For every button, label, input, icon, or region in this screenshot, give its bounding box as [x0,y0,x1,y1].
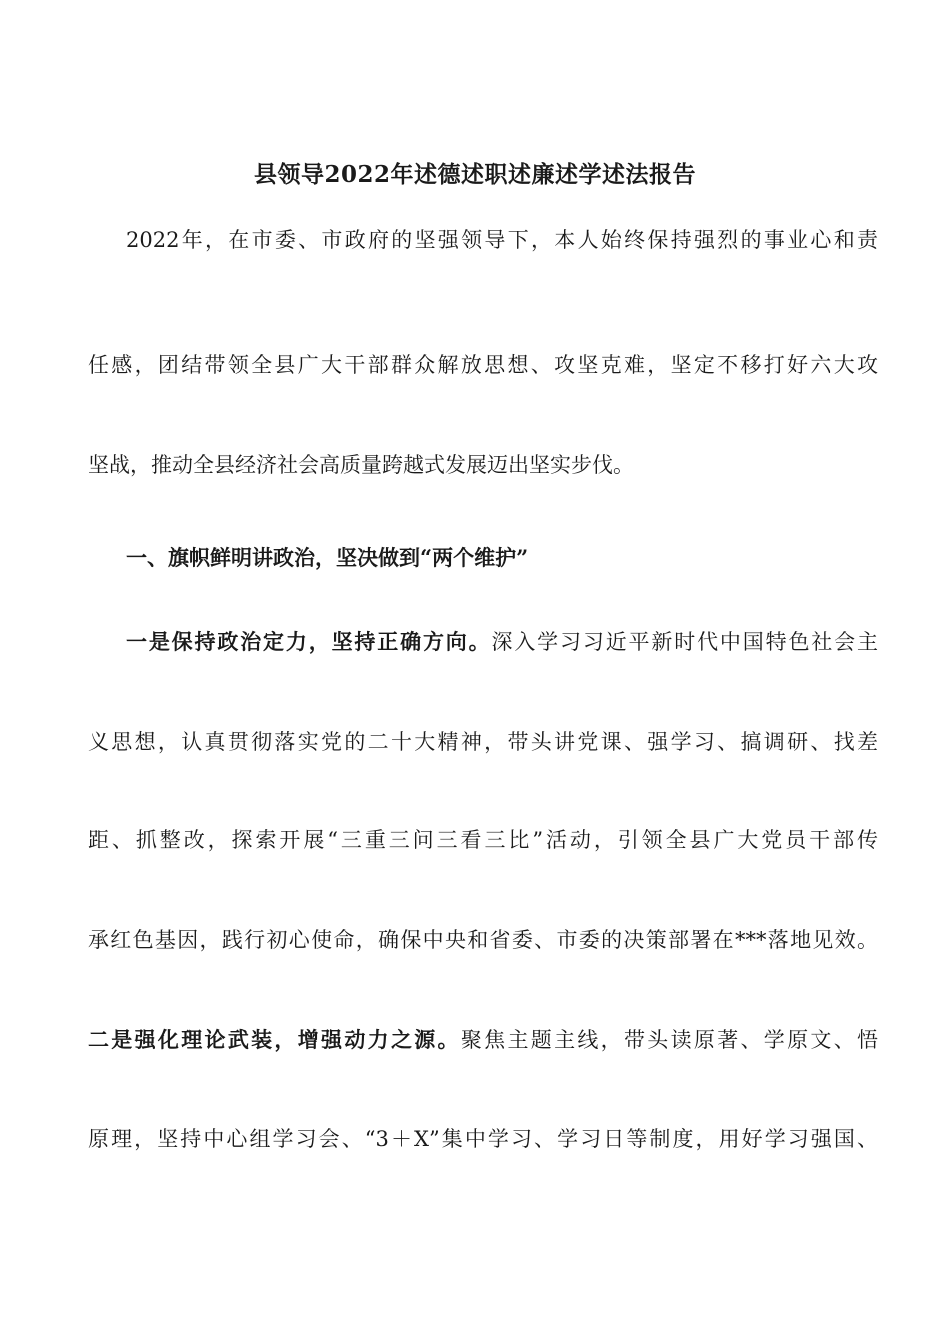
paragraph-line: 原理，坚持中心组学习会、“3＋X”集中学习、学习日等制度，用好学习强国、 [88,1127,878,1151]
item-text: 深入学习习近平新时代中国特色社会主 [491,630,878,654]
paragraph-line [126,622,878,662]
item-text: 聚焦主题主线，带头读原著、学原文、悟 [460,1028,879,1052]
paragraph-line: 距、抓整改，探索开展“三重三问三看三比”活动，引领全县广大党员干部传 [88,828,878,852]
paragraph-line: 承红色基因，践行初心使命，确保中央和省委、市委的决策部署在***落地见效。 [88,928,878,952]
section-heading: 一、旗帜鲜明讲政治，坚决做到“两个维护” [126,545,529,570]
document-title: 县领导2022年述德述职述廉述学述法报告 [253,161,696,188]
paragraph-line: 任感，团结带领全县广大干部群众解放思想、攻坚克难，坚定不移打好六大攻 [88,353,878,377]
paragraph-line: 义思想，认真贯彻落实党的二十大精神，带头讲党课、强学习、搞调研、找差 [88,730,878,754]
item-lead: 二是强化理论武装，增强动力之源。 [88,1027,461,1052]
paragraph-line [88,1020,878,1060]
item-lead: 一是保持政治定力，坚持正确方向。 [126,629,492,654]
paragraph-line: 坚战，推动全县经济社会高质量跨越式发展迈出坚实步伐。 [88,453,634,477]
paragraph-line: 2022年，在市委、市政府的坚强领导下，本人始终保持强烈的事业心和责 [126,228,878,252]
